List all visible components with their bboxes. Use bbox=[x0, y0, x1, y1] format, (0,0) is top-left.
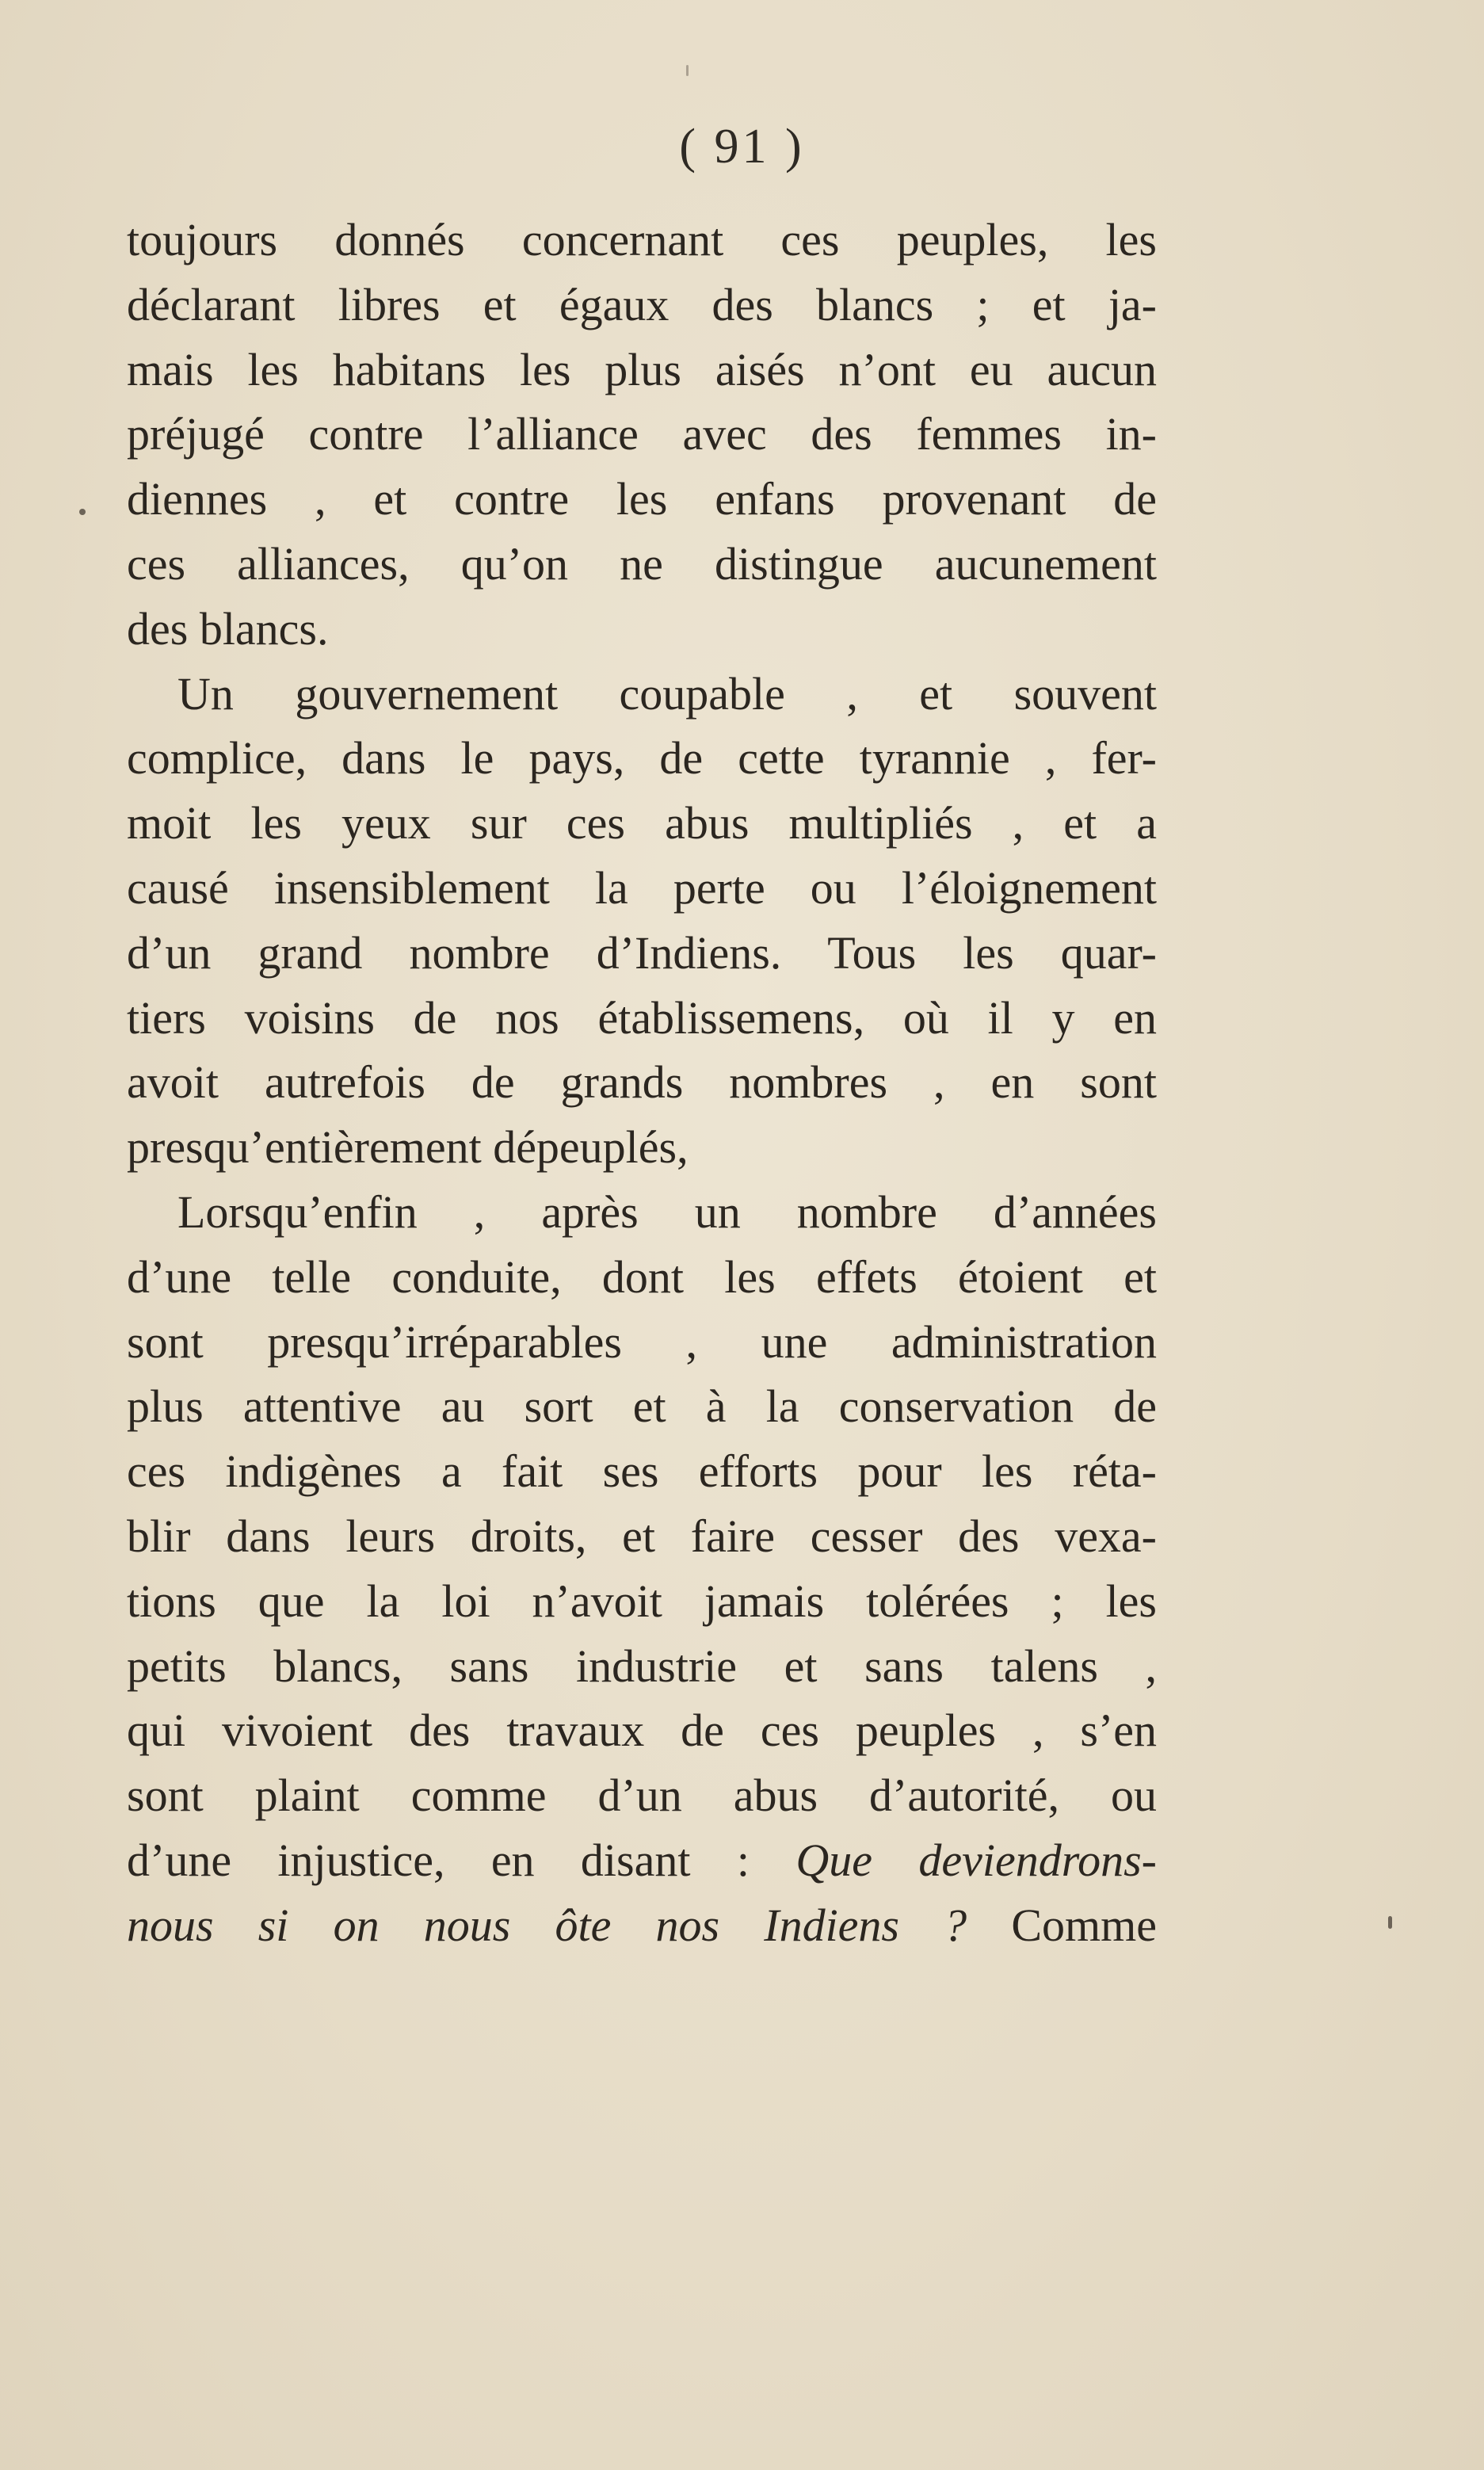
text-line: petits blancs, sans industrie et sans talens , bbox=[127, 1640, 1157, 1692]
text-line: des blancs. bbox=[127, 602, 329, 655]
text-line: préjugé contre l’alliance avec des femmes in- bbox=[127, 408, 1157, 460]
text-line: ces alliances, qu’on ne distingue aucunement bbox=[127, 537, 1157, 590]
text-line: causé insensiblement la perte ou l’éloignement bbox=[127, 861, 1157, 914]
text-line-mixed bbox=[127, 1828, 1157, 1893]
text-line: complice, dans le pays, de cette tyrannie , fer- bbox=[127, 732, 1157, 785]
italic-quote: Que deviendrons- bbox=[795, 1834, 1157, 1886]
page-number: ( 91 ) bbox=[679, 120, 805, 174]
plain-text: Comme bbox=[967, 1899, 1157, 1951]
text-line: presqu’entièrement dépeuplés, bbox=[127, 1121, 689, 1174]
text-line: mais les habitans les plus aisés n’ont eu aucun bbox=[127, 343, 1157, 395]
text-line: d’un grand nombre d’Indiens. Tous les quar- bbox=[127, 926, 1157, 979]
text-line: diennes , et contre les enfans provenant de bbox=[127, 473, 1157, 525]
text-line: moit les yeux sur ces abus multipliés , et a bbox=[127, 797, 1157, 849]
text-line: blir dans leurs droits, et faire cesser des vexa- bbox=[127, 1510, 1157, 1562]
text-line: sont plaint comme d’un abus d’autorité, ou bbox=[127, 1769, 1157, 1822]
text-line: tions que la loi n’avoit jamais tolérées ; les bbox=[127, 1575, 1157, 1627]
paper-speck bbox=[79, 509, 86, 515]
paragraph-start-line: Lorsqu’enfin , après un nombre d’années bbox=[177, 1185, 1157, 1238]
text-line-mixed bbox=[127, 1893, 1157, 1958]
paragraph-start-line: Un gouvernement coupable , et souvent bbox=[177, 667, 1157, 720]
plain-text: d’une injustice, en disant : bbox=[127, 1834, 796, 1886]
text-line: sont presqu’irréparables , une administration bbox=[127, 1315, 1157, 1368]
text-line: déclarant libres et égaux des blancs ; et ja- bbox=[127, 278, 1157, 330]
text-line: tiers voisins de nos établissemens, où il y en bbox=[127, 991, 1157, 1044]
text-line: ces indigènes a fait ses efforts pour les réta- bbox=[127, 1445, 1157, 1498]
text-line: avoit autrefois de grands nombres , en sont bbox=[127, 1056, 1157, 1109]
paper-speck bbox=[1388, 1916, 1392, 1929]
text-line: plus attentive au sort et à la conservation de bbox=[127, 1380, 1157, 1433]
body-text bbox=[127, 208, 1157, 1958]
text-line: qui vivoient des travaux de ces peuples , s’en bbox=[127, 1705, 1157, 1757]
text-line: toujours donnés concernant ces peuples, les bbox=[127, 214, 1157, 265]
text-line: d’une telle conduite, dont les effets étoient et bbox=[127, 1250, 1157, 1303]
italic-quote: nous si on nous ôte nos Indiens ? bbox=[127, 1899, 967, 1951]
paper-speck bbox=[686, 65, 689, 76]
